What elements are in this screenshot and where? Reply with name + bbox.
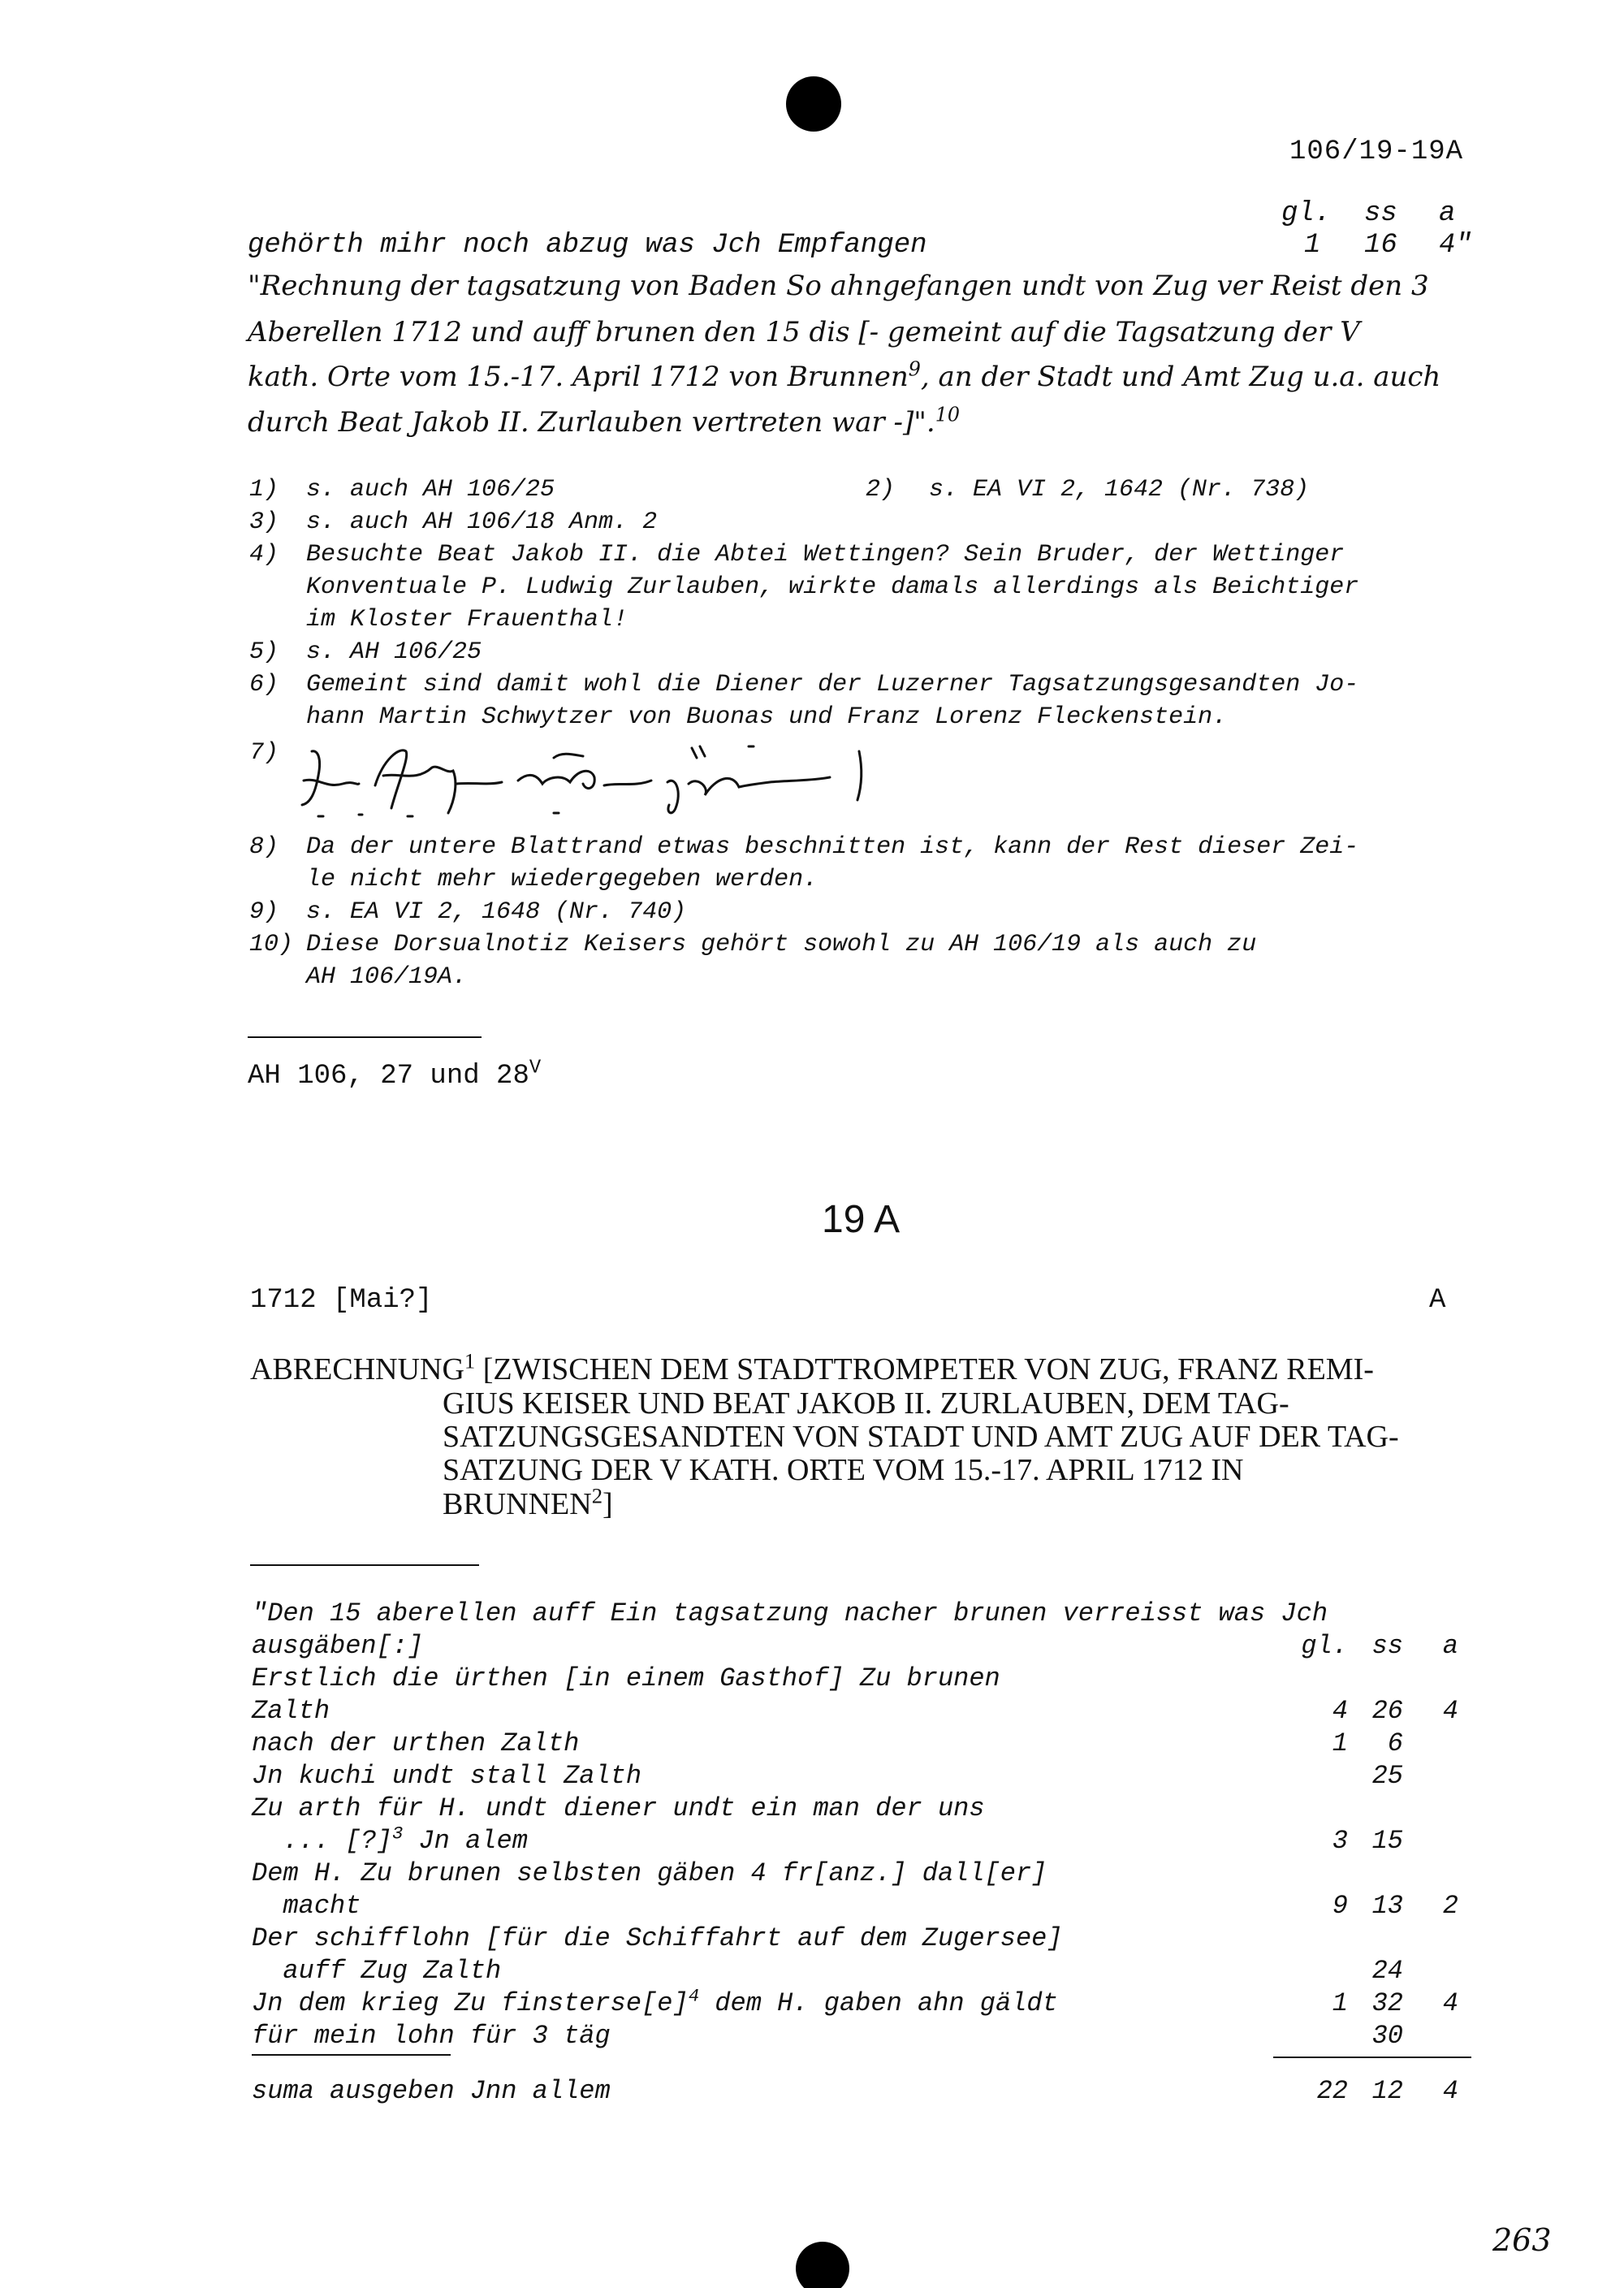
source-reference-sup: V	[529, 1057, 542, 1079]
footnote-8-line-2: le nicht mehr wiedergegeben werden.	[306, 866, 818, 893]
footnote-3-line-1: s. auch AH 106/18 Anm. 2	[306, 508, 658, 536]
footnote-8-line-1: Da der untere Blattrand etwas beschnitten ist, kann der Rest dieser Zei-	[306, 833, 1359, 861]
account-entry-8-text: macht	[252, 1891, 361, 1921]
footnote-4-num: 4)	[249, 541, 279, 569]
account-entry-2-a: 4	[1442, 1696, 1458, 1726]
account-entry-5-text: Zu arth für H. undt diener undt ein man der uns	[252, 1793, 985, 1823]
account-entry-12-text: für mein lohn für 3 täg	[252, 2021, 611, 2051]
footnote-10-line-2: AH 106/19A.	[306, 963, 468, 991]
account-entry-11-a: 4	[1442, 1988, 1458, 2018]
title-line-1	[250, 1348, 1374, 1387]
footnote-9-num: 9)	[249, 898, 279, 926]
footnote-1-num: 1)	[249, 476, 279, 504]
account-entry-7-text: Dem H. Zu brunen selbsten gäben 4 fr[anz.] dall[er]	[252, 1858, 1047, 1888]
account-entry-6-ss: 15	[1371, 1826, 1403, 1856]
footnote-9-line-1: s. EA VI 2, 1648 (Nr. 740)	[306, 898, 687, 926]
footnote-2-text: s. EA VI 2, 1642 (Nr. 738)	[929, 476, 1310, 504]
account-entry-3-text: nach der urthen Zalth	[252, 1728, 580, 1758]
account-entry-1-text: Erstlich die ürthen [in einem Gasthof] Zu brunen	[252, 1663, 1000, 1693]
account-footnote-ref-3: 3	[391, 1823, 404, 1845]
footnote-1-text: s. auch AH 106/25	[306, 476, 555, 504]
title-first-word: ABRECHNUNG	[250, 1352, 464, 1386]
document-date: 1712 [Mai?]	[250, 1285, 433, 1316]
account-entry-8-ss: 13	[1371, 1891, 1403, 1921]
footnote-4-line-1: Besuchte Beat Jakob II. die Abtei Wettingen? Sein Bruder, der Wettinger	[306, 541, 1345, 569]
account-entry-11-text: Jn dem krieg Zu finsterse[e]	[252, 1988, 689, 2018]
footnote-10-line-1: Diese Dorsualnotiz Keisers gehört sowohl zu AH 106/19 als auch zu	[306, 931, 1257, 958]
title-last-line: BRUNNEN	[443, 1487, 592, 1521]
account-entry-6-gl: 3	[1332, 1826, 1348, 1856]
received-line-gl: 1	[1304, 230, 1321, 261]
dorsual-line-3-rest: , an der Stadt und Amt Zug u.a. auch	[920, 361, 1441, 393]
currency-header-ss: ss	[1364, 198, 1397, 229]
footnote-ref-9: 9	[908, 357, 921, 381]
account-entry-6-tail: Jn alem	[403, 1826, 528, 1856]
title-line-4: SATZUNG DER V KATH. ORTE VOM 15.-17. APRIL 1712 IN	[443, 1453, 1244, 1487]
title-line-1-rest: [ZWISCHEN DEM STADTTROMPETER VON ZUG, FRANZ REMI-	[475, 1352, 1374, 1386]
footnote-8-num: 8)	[249, 833, 279, 861]
footnote-10-num: 10)	[249, 931, 294, 958]
account-entry-2-gl: 4	[1332, 1696, 1348, 1726]
account-total-text: suma ausgeben Jnn allem	[252, 2076, 611, 2106]
account-entry-8-a: 2	[1442, 1891, 1458, 1921]
footnote-ref-10: 10	[935, 403, 960, 426]
footnote-5-line-1: s. AH 106/25	[306, 638, 482, 666]
account-entry-4-ss: 25	[1371, 1761, 1403, 1791]
footnote-6-line-2: hann Martin Schwytzer von Buonas und Franz Lorenz Fleckenstein.	[306, 703, 1228, 731]
title-line-2: GIUS KEISER UND BEAT JAKOB II. ZURLAUBEN, DEM TAG-	[443, 1386, 1289, 1421]
footnote-4-line-3: im Kloster Frauenthal!	[306, 606, 628, 634]
account-total-gl: 22	[1316, 2076, 1348, 2106]
account-entry-12-ss: 30	[1371, 2021, 1403, 2051]
last-entry-underline	[252, 2054, 451, 2056]
title-last-tail: ]	[602, 1487, 613, 1521]
separator-rule-1	[248, 1036, 482, 1038]
handwriting-facsimile	[294, 735, 879, 824]
dorsual-line-1: "Rechnung der tagsatzung von Baden So ahngefangen undt von Zug ver Reist den 3	[248, 270, 1429, 302]
currency-header-a: a	[1439, 198, 1456, 229]
footnote-2-num: 2)	[866, 476, 896, 504]
account-entry-2-text: Zalth	[252, 1696, 330, 1726]
account-header-a: a	[1442, 1631, 1458, 1661]
account-total-a: 4	[1442, 2076, 1458, 2106]
footnote-6-num: 6)	[249, 671, 279, 699]
account-entry-9-text: Der schifflohn [für die Schiffahrt auf dem Zugersee]	[252, 1923, 1063, 1953]
account-total-ss: 12	[1371, 2076, 1403, 2106]
dorsual-line-4-text: durch Beat Jakob II. Zurlauben vertreten war -]".	[248, 406, 935, 439]
account-entry-6	[252, 1823, 528, 1856]
title-footnote-ref-2: 2	[591, 1483, 603, 1508]
account-entry-10-text: auff Zug Zalth	[252, 1956, 502, 1986]
account-entry-3-gl: 1	[1332, 1728, 1348, 1758]
title-line-5	[443, 1483, 613, 1522]
dorsual-line-4	[248, 403, 960, 439]
document-type-letter: A	[1429, 1285, 1446, 1316]
account-entry-10-ss: 24	[1371, 1956, 1403, 1986]
account-intro-line-2: ausgäben[:]	[252, 1631, 424, 1661]
document-number: 19 A	[822, 1198, 901, 1241]
account-entry-6-text: ... [?]	[252, 1826, 392, 1856]
currency-header-gl: gl.	[1281, 198, 1332, 229]
dorsual-line-3	[248, 357, 1441, 393]
account-entry-11	[252, 1985, 1058, 2018]
account-header-gl: gl.	[1301, 1631, 1348, 1661]
punch-hole-top	[786, 76, 841, 132]
account-entry-11-gl: 1	[1332, 1988, 1348, 2018]
account-entry-3-ss: 6	[1387, 1728, 1403, 1758]
dorsual-line-3-text: kath. Orte vom 15.-17. April 1712 von Brunnen	[248, 361, 909, 393]
received-line-text: gehörth mihr noch abzug was Jch Empfangen	[248, 230, 927, 261]
dorsual-line-2: Aberellen 1712 und auff brunen den 15 dis [- gemeint auf die Tagsatzung der V	[248, 316, 1360, 348]
received-line-a: 4"	[1439, 230, 1472, 261]
sum-rule	[1273, 2057, 1471, 2058]
handwritten-page-number: 263	[1492, 2222, 1552, 2258]
title-line-3: SATZUNGSGESANDTEN VON STADT UND AMT ZUG AUF DER TAG-	[443, 1420, 1399, 1454]
account-footnote-ref-4: 4	[688, 1985, 700, 2007]
source-reference-text: AH 106, 27 und 28	[248, 1061, 529, 1092]
source-reference	[248, 1057, 542, 1092]
account-entry-11-ss: 32	[1371, 1988, 1403, 2018]
account-entry-8-gl: 9	[1332, 1891, 1348, 1921]
punch-hole-bottom	[796, 2242, 849, 2288]
account-entry-4-text: Jn kuchi undt stall Zalth	[252, 1761, 642, 1791]
received-line-ss: 16	[1364, 230, 1397, 261]
account-header-ss: ss	[1371, 1631, 1403, 1661]
footnote-5-num: 5)	[249, 638, 279, 666]
footnote-3-num: 3)	[249, 508, 279, 536]
reference-number: 106/19-19A	[1289, 136, 1464, 167]
footnote-6-line-1: Gemeint sind damit wohl die Diener der Luzerner Tagsatzungsgesandten Jo-	[306, 671, 1359, 699]
account-entry-2-ss: 26	[1371, 1696, 1403, 1726]
account-entry-11-tail: dem H. gaben ahn gäldt	[699, 1988, 1058, 2018]
title-footnote-ref-1: 1	[464, 1348, 476, 1373]
footnote-4-line-2: Konventuale P. Ludwig Zurlauben, wirkte damals allerdings als Beichtiger	[306, 573, 1359, 601]
separator-rule-2	[250, 1564, 479, 1566]
account-intro-line-1: "Den 15 aberellen auff Ein tagsatzung nacher brunen verreisst was Jch	[252, 1598, 1328, 1628]
footnote-7-num: 7)	[249, 739, 279, 767]
